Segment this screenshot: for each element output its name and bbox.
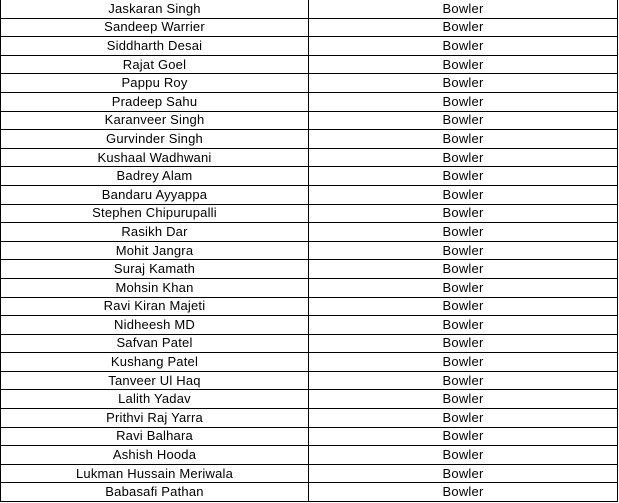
player-role-cell[interactable]: Bowler xyxy=(309,74,618,93)
table-row xyxy=(1,353,618,372)
player-name-cell[interactable]: Babasafi Pathan xyxy=(1,483,309,502)
player-role-cell[interactable]: Bowler xyxy=(309,167,618,186)
table-row xyxy=(1,316,618,335)
player-role-cell[interactable]: Bowler xyxy=(309,241,618,260)
player-role-cell[interactable]: Bowler xyxy=(309,483,618,502)
player-role-cell[interactable]: Bowler xyxy=(309,223,618,242)
player-name-cell[interactable]: Pappu Roy xyxy=(1,74,309,93)
table-row xyxy=(1,464,618,483)
player-name-cell[interactable]: Ravi Kiran Majeti xyxy=(1,297,309,316)
table-row xyxy=(1,260,618,279)
table-row xyxy=(1,297,618,316)
table-row xyxy=(1,278,618,297)
player-name-cell[interactable]: Tanveer Ul Haq xyxy=(1,371,309,390)
table-row xyxy=(1,390,618,409)
player-role-cell[interactable]: Bowler xyxy=(309,204,618,223)
player-name-cell[interactable]: Pradeep Sahu xyxy=(1,92,309,111)
player-role-cell[interactable]: Bowler xyxy=(309,316,618,335)
player-role-cell[interactable]: Bowler xyxy=(309,55,618,74)
player-role-cell[interactable]: Bowler xyxy=(309,446,618,465)
table-row xyxy=(1,0,618,18)
player-role-cell[interactable]: Bowler xyxy=(309,353,618,372)
player-role-cell[interactable]: Bowler xyxy=(309,409,618,428)
table-row xyxy=(1,241,618,260)
player-role-cell[interactable]: Bowler xyxy=(309,371,618,390)
player-role-cell[interactable]: Bowler xyxy=(309,427,618,446)
player-name-cell[interactable]: Lalith Yadav xyxy=(1,390,309,409)
player-role-cell[interactable]: Bowler xyxy=(309,148,618,167)
player-role-cell[interactable]: Bowler xyxy=(309,297,618,316)
table-row xyxy=(1,74,618,93)
player-role-cell[interactable]: Bowler xyxy=(309,111,618,130)
player-name-cell[interactable]: Safvan Patel xyxy=(1,334,309,353)
player-name-cell[interactable]: Nidheesh MD xyxy=(1,316,309,335)
table-row xyxy=(1,223,618,242)
player-name-cell[interactable]: Mohsin Khan xyxy=(1,278,309,297)
player-role-cell[interactable]: Bowler xyxy=(309,278,618,297)
player-name-cell[interactable]: Ravi Balhara xyxy=(1,427,309,446)
table-row xyxy=(1,371,618,390)
table-row xyxy=(1,111,618,130)
player-name-cell[interactable]: Sandeep Warrier xyxy=(1,18,309,37)
player-name-cell[interactable]: Badrey Alam xyxy=(1,167,309,186)
table-row xyxy=(1,334,618,353)
player-role-cell[interactable]: Bowler xyxy=(309,37,618,56)
table-row xyxy=(1,148,618,167)
player-role-cell[interactable]: Bowler xyxy=(309,260,618,279)
player-role-cell[interactable]: Bowler xyxy=(309,185,618,204)
player-name-cell[interactable]: Ashish Hooda xyxy=(1,446,309,465)
table-row xyxy=(1,92,618,111)
player-role-cell[interactable]: Bowler xyxy=(309,390,618,409)
player-name-cell[interactable]: Jaskaran Singh xyxy=(1,0,309,18)
table-row xyxy=(1,185,618,204)
player-name-cell[interactable]: Lukman Hussain Meriwala xyxy=(1,464,309,483)
player-name-cell[interactable]: Stephen Chipurupalli xyxy=(1,204,309,223)
table-row xyxy=(1,130,618,149)
table-row xyxy=(1,483,618,502)
player-name-cell[interactable]: Rasikh Dar xyxy=(1,223,309,242)
table-row xyxy=(1,18,618,37)
player-role-cell[interactable]: Bowler xyxy=(309,334,618,353)
player-role-cell[interactable]: Bowler xyxy=(309,18,618,37)
player-name-cell[interactable]: Prithvi Raj Yarra xyxy=(1,409,309,428)
player-name-cell[interactable]: Siddharth Desai xyxy=(1,37,309,56)
player-name-cell[interactable]: Kushang Patel xyxy=(1,353,309,372)
table-row xyxy=(1,55,618,74)
player-role-cell[interactable]: Bowler xyxy=(309,92,618,111)
table-row xyxy=(1,409,618,428)
player-name-cell[interactable]: Suraj Kamath xyxy=(1,260,309,279)
player-name-cell[interactable]: Kushaal Wadhwani xyxy=(1,148,309,167)
player-role-cell[interactable]: Bowler xyxy=(309,130,618,149)
player-name-cell[interactable]: Bandaru Ayyappa xyxy=(1,185,309,204)
player-role-cell[interactable]: Bowler xyxy=(309,464,618,483)
table-row xyxy=(1,167,618,186)
player-name-cell[interactable]: Mohit Jangra xyxy=(1,241,309,260)
table-row xyxy=(1,37,618,56)
player-role-cell[interactable]: Bowler xyxy=(309,0,618,18)
player-name-cell[interactable]: Karanveer Singh xyxy=(1,111,309,130)
table-row xyxy=(1,427,618,446)
table-row xyxy=(1,446,618,465)
player-name-cell[interactable]: Gurvinder Singh xyxy=(1,130,309,149)
player-name-cell[interactable]: Rajat Goel xyxy=(1,55,309,74)
table-row xyxy=(1,204,618,223)
player-table-body xyxy=(1,0,618,502)
